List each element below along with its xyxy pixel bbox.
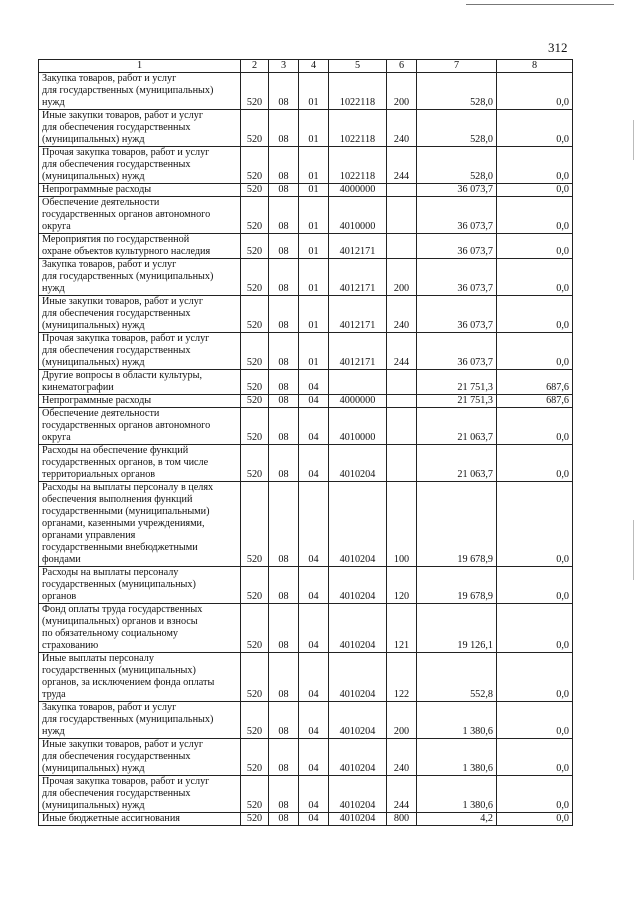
- table-row: [39, 259, 573, 296]
- target-article-code: 4010204: [329, 813, 387, 826]
- page-number: 312: [548, 40, 568, 55]
- target-article-code: 4010204: [329, 482, 387, 567]
- description-line: для обеспечения государственных: [42, 751, 191, 762]
- description-line: Другие вопросы в области культуры,: [42, 370, 202, 381]
- table-row: [39, 813, 573, 826]
- expense-type-code: 100: [387, 482, 417, 567]
- row-description: [39, 333, 241, 370]
- row-description: [39, 813, 241, 826]
- table-header-row: [39, 60, 573, 73]
- description-line: (муниципальных) нужд: [42, 763, 145, 774]
- section-code: 08: [269, 482, 299, 567]
- expense-type-code: 800: [387, 813, 417, 826]
- chapter-code: 520: [241, 73, 269, 110]
- description-line: органами, казенными учреждениями,: [42, 518, 205, 529]
- expense-type-code: [387, 445, 417, 482]
- amount-total: 21 751,3: [417, 395, 497, 408]
- description-line: Закупка товаров, работ и услуг: [42, 73, 177, 84]
- section-code: 08: [269, 702, 299, 739]
- row-description: [39, 184, 241, 197]
- target-article-code: 4012171: [329, 234, 387, 259]
- table-row: [39, 739, 573, 776]
- amount-total: 36 073,7: [417, 184, 497, 197]
- amount-subvention: 0,0: [497, 73, 573, 110]
- description-line: государственных (муниципальных): [42, 579, 196, 590]
- section-code: 08: [269, 567, 299, 604]
- row-description: [39, 73, 241, 110]
- column-header: 5: [329, 60, 387, 73]
- description-line: Расходы на выплаты персоналу: [42, 567, 179, 578]
- expense-type-code: [387, 395, 417, 408]
- section-code: 08: [269, 813, 299, 826]
- amount-total: 552,8: [417, 653, 497, 702]
- description-line: кинематографии: [42, 382, 114, 393]
- amount-subvention: 0,0: [497, 184, 573, 197]
- description-line: Прочая закупка товаров, работ и услуг: [42, 333, 210, 344]
- chapter-code: 520: [241, 197, 269, 234]
- expense-type-code: [387, 197, 417, 234]
- amount-subvention: 0,0: [497, 110, 573, 147]
- description-line: Обеспечение деятельности: [42, 197, 160, 208]
- table-row: [39, 296, 573, 333]
- chapter-code: 520: [241, 259, 269, 296]
- chapter-code: 520: [241, 296, 269, 333]
- amount-subvention: 687,6: [497, 370, 573, 395]
- table-row: [39, 776, 573, 813]
- amount-subvention: 0,0: [497, 408, 573, 445]
- description-line: для государственных (муниципальных): [42, 714, 214, 725]
- description-line: Закупка товаров, работ и услуг: [42, 259, 177, 270]
- table-row: [39, 702, 573, 739]
- expense-type-code: [387, 370, 417, 395]
- description-line: территориальных органов: [42, 469, 156, 480]
- subsection-code: 01: [299, 333, 329, 370]
- row-description: [39, 110, 241, 147]
- section-code: 08: [269, 333, 299, 370]
- description-line: страхованию: [42, 640, 99, 651]
- amount-subvention: 0,0: [497, 567, 573, 604]
- chapter-code: 520: [241, 395, 269, 408]
- description-line: Иные закупки товаров, работ и услуг: [42, 110, 203, 121]
- amount-subvention: 0,0: [497, 296, 573, 333]
- target-article-code: 4010204: [329, 604, 387, 653]
- description-line: нужд: [42, 283, 65, 294]
- amount-total: 36 073,7: [417, 234, 497, 259]
- description-line: для государственных (муниципальных): [42, 271, 214, 282]
- amount-total: 1 380,6: [417, 739, 497, 776]
- description-line: государственных органов, в том числе: [42, 457, 209, 468]
- table-row: [39, 333, 573, 370]
- description-line: Прочая закупка товаров, работ и услуг: [42, 147, 210, 158]
- amount-total: 19 678,9: [417, 482, 497, 567]
- subsection-code: 01: [299, 234, 329, 259]
- amount-total: 21 751,3: [417, 370, 497, 395]
- description-line: округа: [42, 432, 71, 443]
- chapter-code: 520: [241, 482, 269, 567]
- description-line: для обеспечения государственных: [42, 308, 191, 319]
- target-article-code: 4010204: [329, 653, 387, 702]
- table-row: [39, 567, 573, 604]
- row-description: [39, 482, 241, 567]
- subsection-code: 01: [299, 259, 329, 296]
- row-description: [39, 567, 241, 604]
- column-header: 2: [241, 60, 269, 73]
- amount-total: 36 073,7: [417, 333, 497, 370]
- column-header: 3: [269, 60, 299, 73]
- subsection-code: 04: [299, 567, 329, 604]
- row-description: [39, 234, 241, 259]
- expense-type-code: 200: [387, 259, 417, 296]
- row-description: [39, 147, 241, 184]
- description-line: государственных органов автономного: [42, 420, 211, 431]
- amount-total: 1 380,6: [417, 702, 497, 739]
- expense-type-code: [387, 184, 417, 197]
- section-code: 08: [269, 604, 299, 653]
- expense-type-code: 240: [387, 296, 417, 333]
- target-article-code: 4010204: [329, 739, 387, 776]
- description-line: Иные выплаты персоналу: [42, 653, 154, 664]
- target-article-code: 4012171: [329, 333, 387, 370]
- subsection-code: 01: [299, 110, 329, 147]
- amount-total: 4,2: [417, 813, 497, 826]
- row-description: [39, 197, 241, 234]
- column-header: 4: [299, 60, 329, 73]
- subsection-code: 04: [299, 776, 329, 813]
- amount-subvention: 0,0: [497, 482, 573, 567]
- description-line: фондами: [42, 554, 81, 565]
- section-code: 08: [269, 395, 299, 408]
- section-code: 08: [269, 370, 299, 395]
- subsection-code: 01: [299, 197, 329, 234]
- row-description: [39, 739, 241, 776]
- target-article-code: 4010000: [329, 197, 387, 234]
- amount-subvention: 0,0: [497, 653, 573, 702]
- amount-subvention: 687,6: [497, 395, 573, 408]
- subsection-code: 04: [299, 408, 329, 445]
- table-row: [39, 408, 573, 445]
- chapter-code: 520: [241, 813, 269, 826]
- table-row: [39, 445, 573, 482]
- section-code: 08: [269, 197, 299, 234]
- description-line: органов: [42, 591, 77, 602]
- amount-subvention: 0,0: [497, 702, 573, 739]
- budget-table: [38, 59, 573, 826]
- expense-type-code: 240: [387, 739, 417, 776]
- chapter-code: 520: [241, 776, 269, 813]
- section-code: 08: [269, 445, 299, 482]
- subsection-code: 01: [299, 73, 329, 110]
- chapter-code: 520: [241, 370, 269, 395]
- description-line: (муниципальных) нужд: [42, 320, 145, 331]
- description-line: (муниципальных) нужд: [42, 171, 145, 182]
- description-line: Непрограммные расходы: [42, 395, 152, 406]
- target-article-code: 4010204: [329, 445, 387, 482]
- expense-type-code: 120: [387, 567, 417, 604]
- row-description: [39, 604, 241, 653]
- amount-subvention: 0,0: [497, 739, 573, 776]
- table-row: [39, 110, 573, 147]
- table-row: [39, 197, 573, 234]
- description-line: Обеспечение деятельности: [42, 408, 160, 419]
- subsection-code: 04: [299, 604, 329, 653]
- target-article-code: 4000000: [329, 395, 387, 408]
- table-row: [39, 147, 573, 184]
- subsection-code: 01: [299, 296, 329, 333]
- description-line: государственными внебюджетными: [42, 542, 198, 553]
- section-code: 08: [269, 739, 299, 776]
- description-line: Мероприятия по государственной: [42, 234, 190, 245]
- description-line: Закупка товаров, работ и услуг: [42, 702, 177, 713]
- table-row: [39, 604, 573, 653]
- expense-type-code: 200: [387, 702, 417, 739]
- scan-edge-mark: [633, 120, 634, 160]
- section-code: 08: [269, 653, 299, 702]
- expense-type-code: [387, 234, 417, 259]
- subsection-code: 04: [299, 395, 329, 408]
- description-line: труда: [42, 689, 66, 700]
- expense-type-code: 121: [387, 604, 417, 653]
- amount-total: 528,0: [417, 73, 497, 110]
- description-line: Иные закупки товаров, работ и услуг: [42, 296, 203, 307]
- description-line: по обязательному социальному: [42, 628, 178, 639]
- row-description: [39, 702, 241, 739]
- row-description: [39, 259, 241, 296]
- description-line: для государственных (муниципальных): [42, 85, 214, 96]
- table-row: [39, 653, 573, 702]
- column-header: 1: [39, 60, 241, 73]
- subsection-code: 04: [299, 813, 329, 826]
- chapter-code: 520: [241, 739, 269, 776]
- column-header: 8: [497, 60, 573, 73]
- column-header: 7: [417, 60, 497, 73]
- table-row: [39, 395, 573, 408]
- description-line: для обеспечения государственных: [42, 788, 191, 799]
- subsection-code: 04: [299, 702, 329, 739]
- expense-type-code: [387, 408, 417, 445]
- amount-total: 36 073,7: [417, 296, 497, 333]
- description-line: обеспечения выполнения функций: [42, 494, 193, 505]
- target-article-code: 4012171: [329, 296, 387, 333]
- row-description: [39, 776, 241, 813]
- table-body: [39, 73, 573, 826]
- amount-total: 528,0: [417, 147, 497, 184]
- amount-subvention: 0,0: [497, 259, 573, 296]
- chapter-code: 520: [241, 147, 269, 184]
- description-line: органами управления: [42, 530, 136, 541]
- chapter-code: 520: [241, 408, 269, 445]
- subsection-code: 04: [299, 482, 329, 567]
- description-line: (муниципальных) нужд: [42, 357, 145, 368]
- description-line: охране объектов культурного наследия: [42, 246, 211, 257]
- description-line: нужд: [42, 97, 65, 108]
- target-article-code: 1022118: [329, 110, 387, 147]
- expense-type-code: 200: [387, 73, 417, 110]
- target-article-code: 4010204: [329, 567, 387, 604]
- table-row: [39, 184, 573, 197]
- expense-type-code: 244: [387, 147, 417, 184]
- section-code: 08: [269, 73, 299, 110]
- amount-subvention: 0,0: [497, 147, 573, 184]
- subsection-code: 04: [299, 653, 329, 702]
- subsection-code: 04: [299, 739, 329, 776]
- amount-subvention: 0,0: [497, 333, 573, 370]
- description-line: (муниципальных) нужд: [42, 134, 145, 145]
- amount-subvention: 0,0: [497, 445, 573, 482]
- row-description: [39, 445, 241, 482]
- table-row: [39, 234, 573, 259]
- section-code: 08: [269, 259, 299, 296]
- target-article-code: 1022118: [329, 147, 387, 184]
- description-line: для обеспечения государственных: [42, 122, 191, 133]
- amount-total: 36 073,7: [417, 197, 497, 234]
- chapter-code: 520: [241, 110, 269, 147]
- target-article-code: 1022118: [329, 73, 387, 110]
- chapter-code: 520: [241, 604, 269, 653]
- row-description: [39, 296, 241, 333]
- target-article-code: 4000000: [329, 184, 387, 197]
- chapter-code: 520: [241, 333, 269, 370]
- amount-subvention: 0,0: [497, 776, 573, 813]
- amount-subvention: 0,0: [497, 604, 573, 653]
- amount-total: 36 073,7: [417, 259, 497, 296]
- description-line: государственных (муниципальных): [42, 665, 196, 676]
- expense-type-code: 244: [387, 333, 417, 370]
- description-line: государственных органов автономного: [42, 209, 211, 220]
- row-description: [39, 408, 241, 445]
- chapter-code: 520: [241, 184, 269, 197]
- description-line: Прочая закупка товаров, работ и услуг: [42, 776, 210, 787]
- chapter-code: 520: [241, 234, 269, 259]
- expense-type-code: 122: [387, 653, 417, 702]
- description-line: государственными (муниципальными): [42, 506, 210, 517]
- target-article-code: 4010204: [329, 776, 387, 813]
- amount-subvention: 0,0: [497, 234, 573, 259]
- scan-edge-mark: [633, 520, 634, 580]
- budget-table-container: [38, 59, 573, 826]
- expense-type-code: 240: [387, 110, 417, 147]
- subsection-code: 04: [299, 445, 329, 482]
- section-code: 08: [269, 408, 299, 445]
- amount-total: 19 678,9: [417, 567, 497, 604]
- expense-type-code: 244: [387, 776, 417, 813]
- row-description: [39, 395, 241, 408]
- chapter-code: 520: [241, 567, 269, 604]
- description-line: Расходы на выплаты персоналу в целях: [42, 482, 214, 493]
- amount-total: 1 380,6: [417, 776, 497, 813]
- amount-subvention: 0,0: [497, 813, 573, 826]
- target-article-code: 4010204: [329, 702, 387, 739]
- table-row: [39, 370, 573, 395]
- description-line: для обеспечения государственных: [42, 159, 191, 170]
- target-article-code: 4012171: [329, 259, 387, 296]
- section-code: 08: [269, 776, 299, 813]
- description-line: нужд: [42, 726, 65, 737]
- description-line: органов, за исключением фонда оплаты: [42, 677, 215, 688]
- description-line: Фонд оплаты труда государственных: [42, 604, 203, 615]
- amount-total: 21 063,7: [417, 408, 497, 445]
- description-line: Расходы на обеспечение функций: [42, 445, 189, 456]
- description-line: Непрограммные расходы: [42, 184, 152, 195]
- amount-subvention: 0,0: [497, 197, 573, 234]
- description-line: Иные закупки товаров, работ и услуг: [42, 739, 203, 750]
- chapter-code: 520: [241, 702, 269, 739]
- amount-total: 21 063,7: [417, 445, 497, 482]
- target-article-code: 4010000: [329, 408, 387, 445]
- subsection-code: 01: [299, 184, 329, 197]
- row-description: [39, 653, 241, 702]
- table-row: [39, 73, 573, 110]
- section-code: 08: [269, 184, 299, 197]
- chapter-code: 520: [241, 445, 269, 482]
- amount-total: 19 126,1: [417, 604, 497, 653]
- subsection-code: 04: [299, 370, 329, 395]
- description-line: (муниципальных) нужд: [42, 800, 145, 811]
- description-line: для обеспечения государственных: [42, 345, 191, 356]
- table-row: [39, 482, 573, 567]
- target-article-code: [329, 370, 387, 395]
- section-code: 08: [269, 147, 299, 184]
- chapter-code: 520: [241, 653, 269, 702]
- scan-top-rule: [466, 4, 614, 5]
- section-code: 08: [269, 234, 299, 259]
- section-code: 08: [269, 110, 299, 147]
- subsection-code: 01: [299, 147, 329, 184]
- description-line: округа: [42, 221, 71, 232]
- description-line: (муниципальных) органов и взносы: [42, 616, 198, 627]
- row-description: [39, 370, 241, 395]
- column-header: 6: [387, 60, 417, 73]
- amount-total: 528,0: [417, 110, 497, 147]
- section-code: 08: [269, 296, 299, 333]
- description-line: Иные бюджетные ассигнования: [42, 813, 180, 824]
